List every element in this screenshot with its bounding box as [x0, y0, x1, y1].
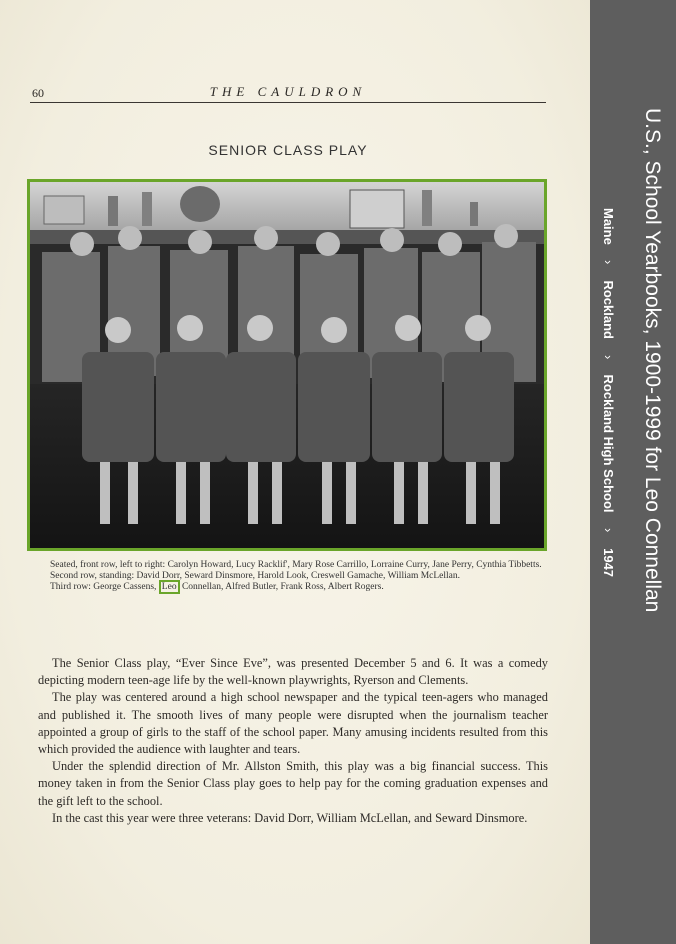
photo-caption [38, 560, 548, 593]
caption-row-second: Second row, standing: David Dorr, Seward Dinsmore, Harold Look, Creswell Gamache, William McLellan. [50, 571, 461, 581]
paragraph: The Senior Class play, “Ever Since Eve”, was presented December 5 and 6. It was a comedy depicting modern teen-age life by the well-known playwrights, Ryerson and Clements. [38, 656, 548, 688]
breadcrumb-separator-icon: › [601, 354, 616, 359]
article-body [38, 655, 548, 827]
page-number: 60 [32, 86, 44, 100]
breadcrumb-city[interactable]: Rockland [601, 280, 616, 339]
caption-row-third [38, 582, 548, 593]
caption-row-third-end: Connellan, Alfred Butler, Frank Ross, Albert Rogers. [179, 582, 384, 592]
breadcrumb-separator-icon: › [601, 528, 616, 533]
name-highlight[interactable]: Leo [159, 580, 180, 594]
breadcrumb-separator-icon: › [601, 260, 616, 265]
paragraph: Under the splendid direction of Mr. Allston Smith, this play was a big financial success. This money taken in from the Senior Class play goes to help pay for the coming graduation expenses and the gift left to the school. [38, 759, 548, 808]
class-photo[interactable] [27, 179, 547, 551]
publication-title: THE CAULDRON [209, 84, 367, 99]
paragraph: In the cast this year were three veterans: David Dorr, William McLellan, and Seward Dinsmore. [52, 810, 528, 825]
breadcrumb [601, 208, 616, 577]
class-photo-image [30, 182, 544, 548]
breadcrumb-state[interactable]: Maine [601, 208, 616, 245]
breadcrumb-year[interactable]: 1947 [601, 548, 616, 578]
record-title: U.S., School Yearbooks, 1900-1999 for Leo Connellan [641, 108, 664, 613]
caption-row-seated: Seated, front row, left to right: Carolyn Howard, Lucy Racklif', Mary Rose Carrillo, Lorraine Curry, Jane Perry, Cynthia Tibbetts. [50, 560, 542, 570]
caption-row-third-start: Third row: George Cassens, [50, 582, 159, 592]
paragraph: The play was centered around a high school newspaper and the typical teen-agers who managed and published it. The smooth lives of many people were disrupted when the journalism teacher appointed a group of girls to the staff of the school paper. Many amusing incidents resulted from this which provided the audience with laughter and tears. [38, 690, 548, 757]
page-header [30, 84, 546, 103]
section-title: SENIOR CLASS PLAY [208, 142, 368, 158]
breadcrumb-school[interactable]: Rockland High School [601, 374, 616, 513]
